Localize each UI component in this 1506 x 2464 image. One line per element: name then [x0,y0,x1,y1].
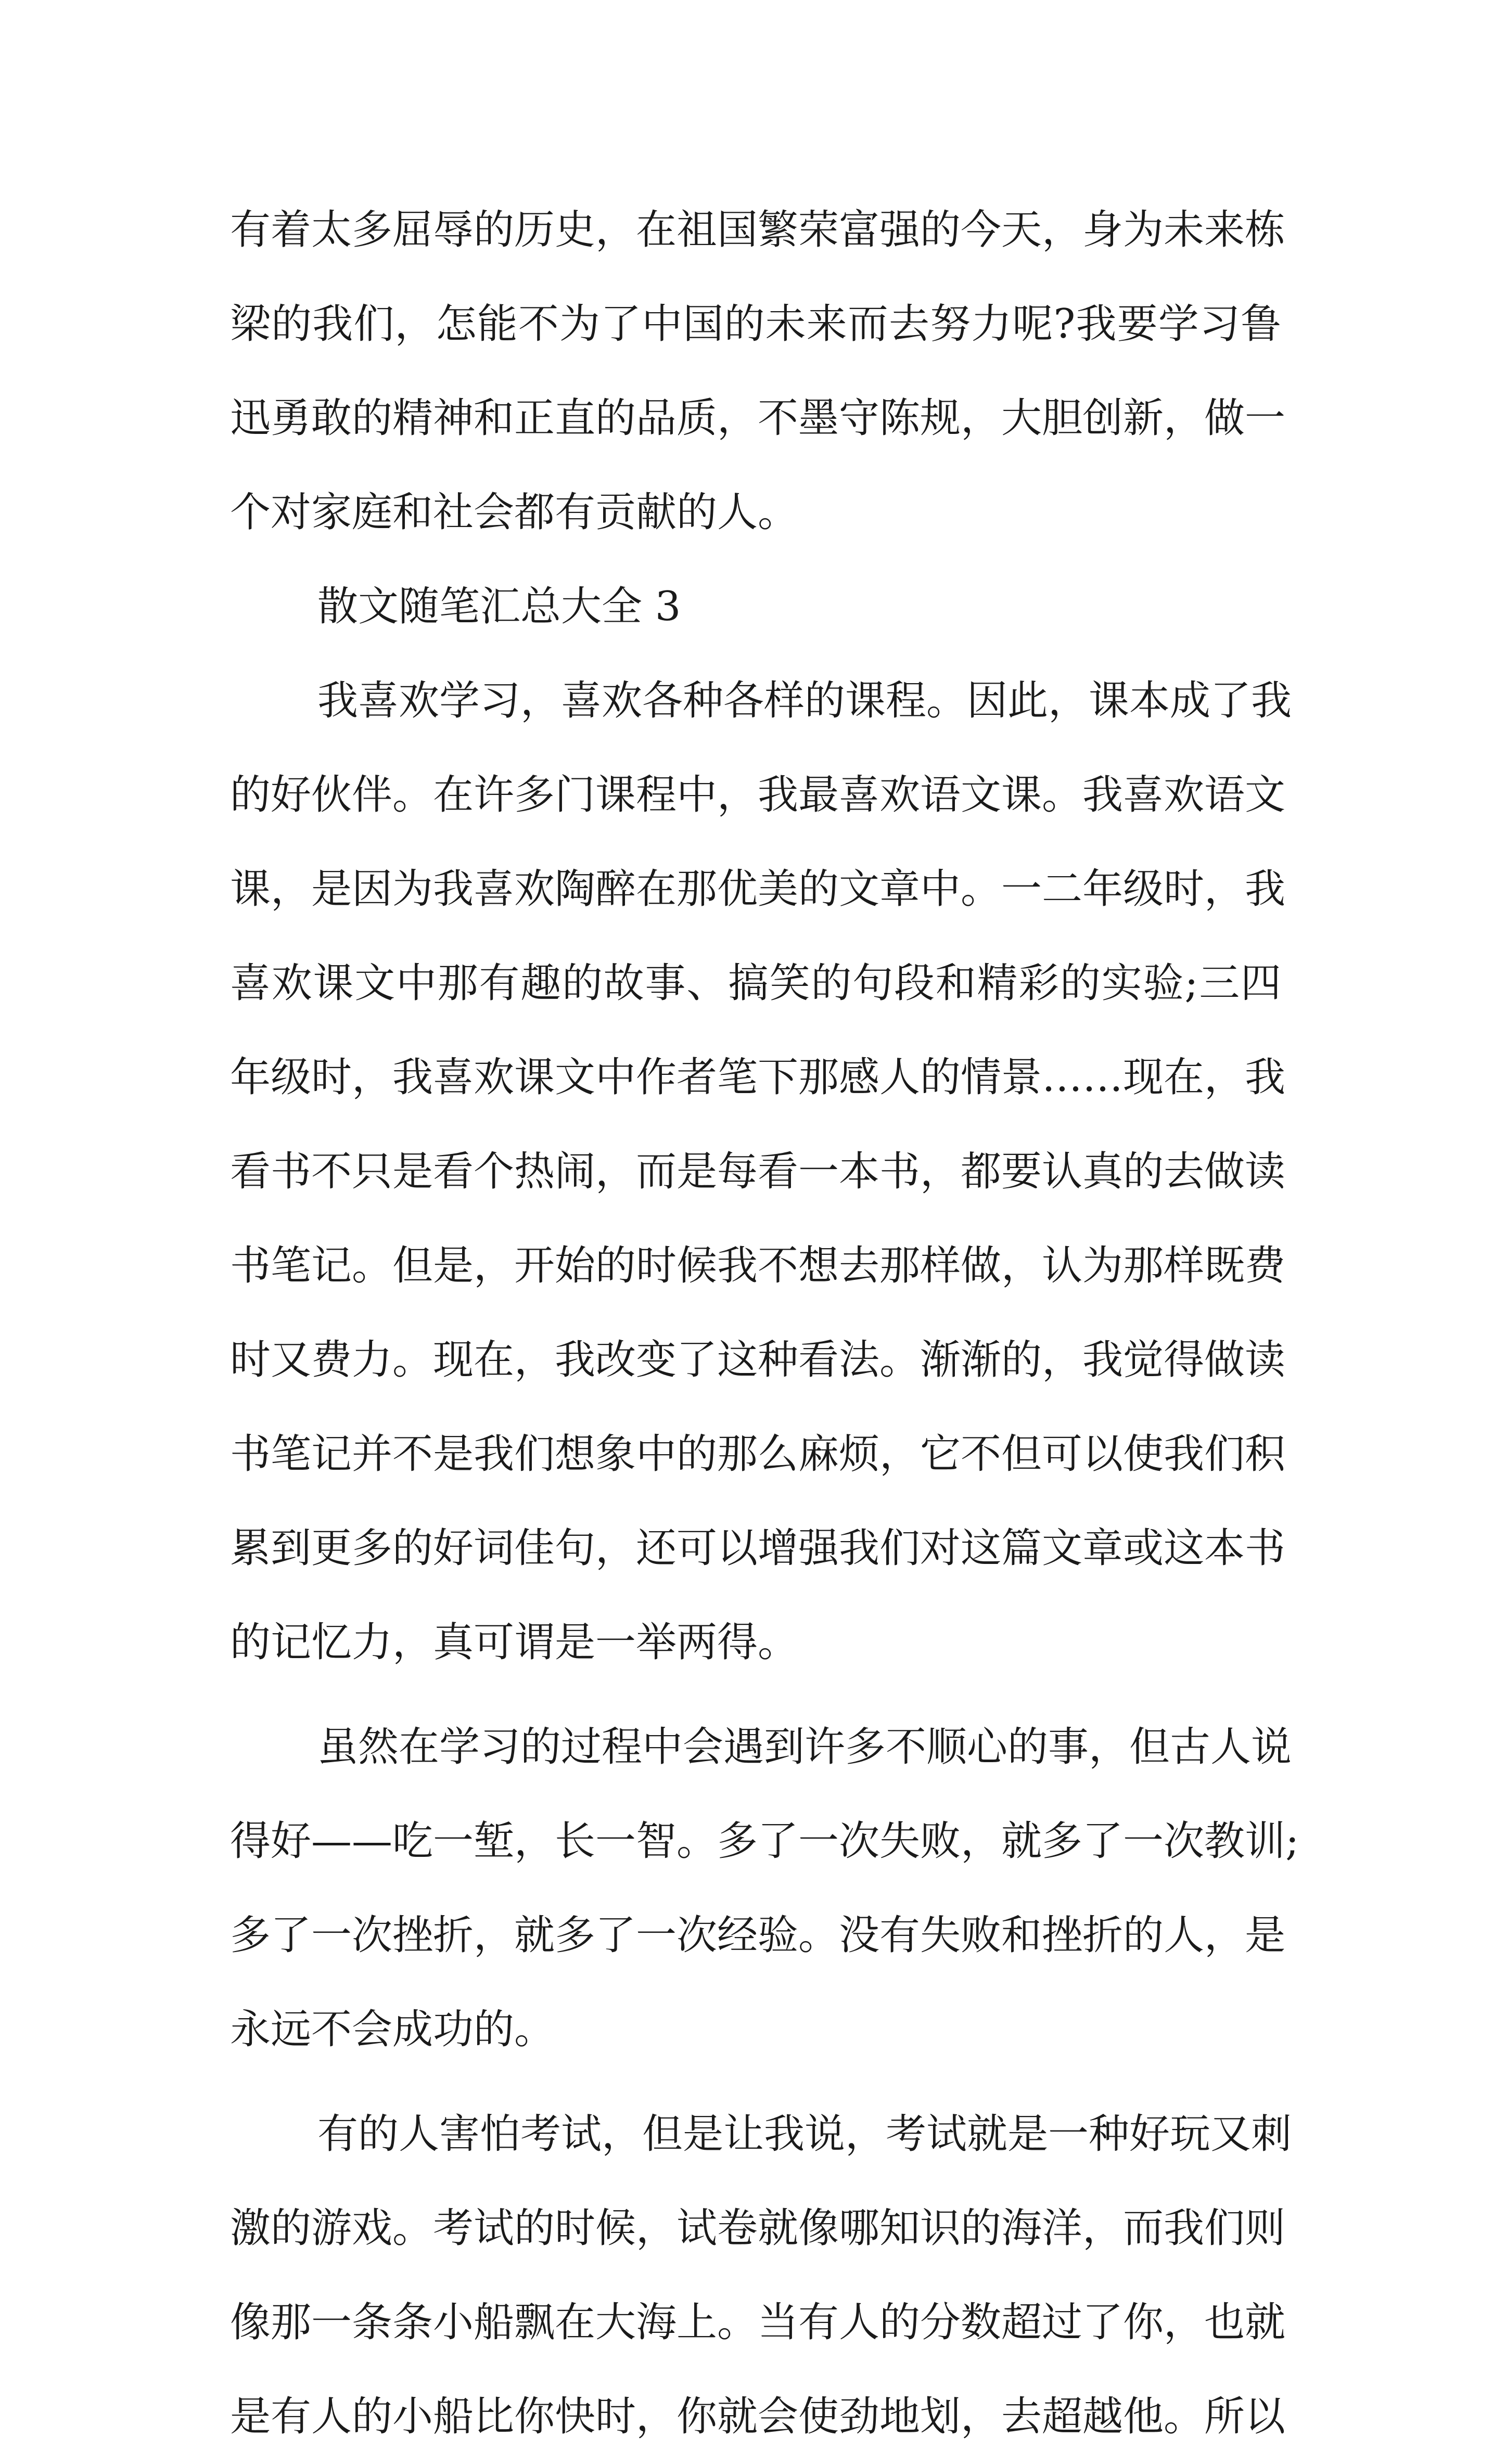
paragraph-gap [230,1690,1281,1700]
text-line: 有着太多屈辱的历史，在祖国繁荣富强的今天，身为未来栋 [230,207,1286,253]
text-line: 年级时，我喜欢课文中作者笔下那感人的情景……现在，我 [230,1054,1286,1101]
text-line: 看书不只是看个热闹，而是每看一本书，都要认真的去做读 [230,1148,1286,1195]
text-line: 多了一次挫折，就多了一次经验。没有失败和挫折的人，是 [230,1912,1286,1959]
text-line: 梁的我们，怎能不为了中国的未来而去努力呢?我要学习鲁 [230,301,1281,348]
text-line: 喜欢课文中那有趣的故事、搞笑的句段和精彩的实验;三四 [230,960,1281,1007]
text-line: 书笔记并不是我们想象中的那么麻烦，它不但可以使我们积 [230,1431,1286,1478]
paragraph-gap [230,2077,1281,2087]
text-line: 的好伙伴。在许多门课程中，我最喜欢语文课。我喜欢语文 [230,772,1286,818]
text-line: 是有人的小船比你快时，你就会使劲地划，去超越他。所以 [230,2393,1286,2440]
text-line: 的记忆力，真可谓是一举两得。 [230,1619,799,1666]
text-line: 得好——吃一堑，长一智。多了一次失败，就多了一次教训; [230,1818,1299,1865]
paragraph-first-line: 虽然在学习的过程中会遇到许多不顺心的事，但古人说 [317,1724,1292,1770]
text-line: 课，是因为我喜欢陶醉在那优美的文章中。一二年级时，我 [230,866,1286,913]
text-line: 激的游戏。考试的时候，试卷就像哪知识的海洋，而我们则 [230,2205,1286,2252]
text-line: 个对家庭和社会都有贡献的人。 [230,489,799,536]
paragraph-first-line: 有的人害怕考试，但是让我说，考试就是一种好玩又刺 [317,2111,1292,2158]
document-body [230,183,1299,2464]
text-line: 永远不会成功的。 [230,2006,555,2053]
text-line: 书笔记。但是，开始的时候我不想去那样做，认为那样既费 [230,1242,1286,1289]
text-line: 像那一条条小船飘在大海上。当有人的分数超过了你，也就 [230,2299,1286,2346]
section-heading: 散文随笔汇总大全 3 [317,583,681,630]
text-line: 迅勇敢的精神和正直的品质，不墨守陈规，大胆创新，做一 [230,395,1286,442]
text-line: 累到更多的好词佳句，还可以增强我们对这篇文章或这本书 [230,1525,1286,1572]
paragraph-first-line: 我喜欢学习，喜欢各种各样的课程。因此，课本成了我 [317,677,1292,724]
text-line: 时又费力。现在，我改变了这种看法。渐渐的，我觉得做读 [230,1337,1286,1383]
